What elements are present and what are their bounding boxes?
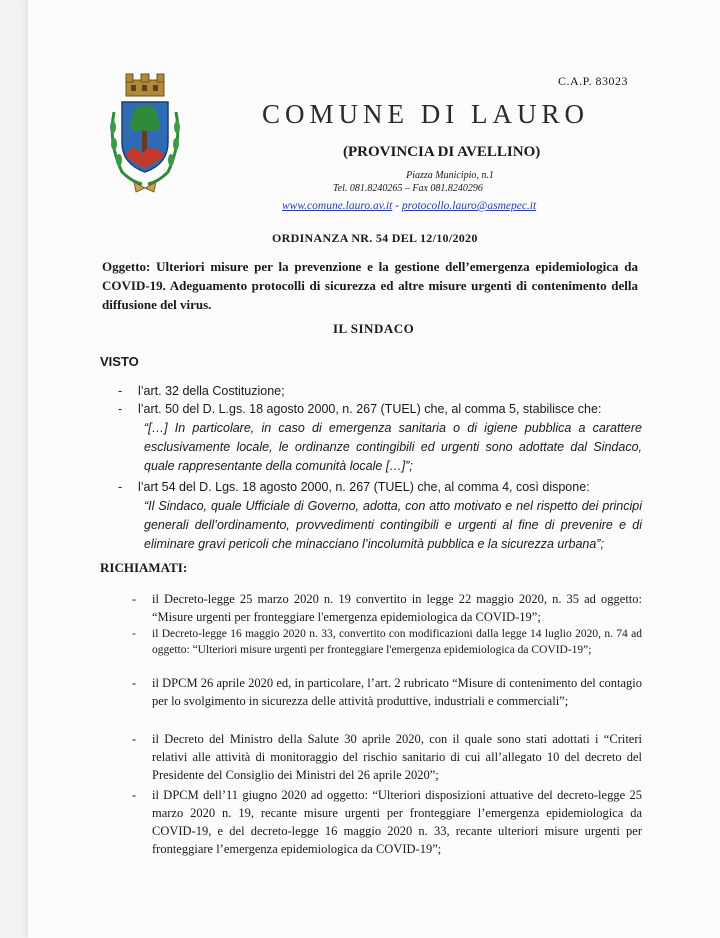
visto-item-text: l’art. 32 della Costituzione; xyxy=(138,384,285,398)
richiamati-item-text: il DPCM dell’11 giugno 2020 ad oggetto: “Ulteriori disposizioni attuative del decreto-legge 25 marzo 2020 n. 19, recante misure urgenti per fronteggiare l’emergenza epidemiologica da COVID-19, e del decreto-legge 16 maggio 2020 n. 33, recante ulteriori misure urgenti per fronteggiare l’emergenza epidemiologica da COVID-19”; xyxy=(152,788,642,856)
richiamati-item-text: il Decreto-legge 25 marzo 2020 n. 19 convertito in legge 22 maggio 2020, n. 35 ad oggetto: “Misure urgenti per fronteggiare l'emergenza epidemiologica da COVID-19”; xyxy=(152,592,642,624)
visto-heading: VISTO xyxy=(100,354,139,369)
visto-item-quote: “[…] In particolare, in caso di emergenza sanitaria o di igiene pubblica a carattere esclusivamente locale, le ordinanze contingibili ed urgenti sono adottate dal Sindaco, quale rappresentante della comunità locale […]”; xyxy=(144,421,642,473)
address-line: Piazza Municipio, n.1 xyxy=(406,170,494,181)
richiamati-item xyxy=(132,590,642,626)
bullet-dash: - xyxy=(132,592,137,606)
richiamati-item-text: il Decreto-legge 16 maggio 2020 n. 33, convertito con modificazioni dalla legge 14 luglio 2020, n. 74 ad oggetto: “Ulteriori misure urgenti per fronteggiare l'emergenza epidemiologica da COVID-19”; xyxy=(152,628,642,656)
richiamati-item xyxy=(132,674,642,710)
pec-email-link[interactable]: protocollo.lauro@asmepec.it xyxy=(401,200,537,212)
subject-paragraph: Oggetto: Ulteriori misure per la prevenzione e la gestione dell’emergenza epidemiologica da COVID-19. Adeguamento protocolli di sicurezza ed altre misure urgenti di contenimento della diffusione del virus. xyxy=(102,259,638,312)
visto-item xyxy=(118,400,642,476)
visto-item xyxy=(118,478,642,554)
mayor-heading: IL SINDACO xyxy=(333,321,415,336)
coat-of-arms-icon xyxy=(104,72,186,198)
bullet-dash: - xyxy=(132,788,137,802)
bullet-dash: - xyxy=(118,384,123,398)
visto-item-text: l’art. 50 del D. L.gs. 18 agosto 2000, n. 267 (TUEL) che, al comma 5, stabilisce che: xyxy=(138,402,602,416)
richiamati-item-text: il Decreto del Ministro della Salute 30 aprile 2020, con il quale sono stati adottati i “Criteri relativi alle attività di monitoraggio del rischio sanitario di cui all’allegato 10 del decreto del Presidente del Consiglio dei Ministri del 26 aprile 2020”; xyxy=(152,732,642,782)
bullet-dash: - xyxy=(132,732,137,746)
website-link[interactable]: www.comune.lauro.av.it xyxy=(282,200,393,212)
bullet-dash: - xyxy=(132,676,137,690)
visto-item-quote: “Il Sindaco, quale Ufficiale di Governo, adotta, con atto motivato e nel rispetto dei principi generali dell’ordinamento, provvedimenti contingibili e urgenti al fine di prevenire e di eliminare gravi pericoli che minacciano l’incolumità pubblica e la sicurezza urbana”; xyxy=(144,499,642,551)
link-separator: - xyxy=(392,200,402,212)
contact-links xyxy=(282,200,536,212)
richiamati-item xyxy=(132,730,642,784)
richiamati-item xyxy=(132,626,642,658)
bullet-dash: - xyxy=(118,402,123,416)
bullet-dash: - xyxy=(118,480,123,494)
municipality-title: COMUNE DI LAURO xyxy=(262,99,589,129)
richiamati-item xyxy=(132,786,642,858)
postal-code: C.A.P. 83023 xyxy=(558,74,629,88)
richiamati-item-text: il DPCM 26 aprile 2020 ed, in particolare, l’art. 2 rubricato “Misure di contenimento del contagio per lo svolgimento in sicurezza delle attività produttive, industriali e commerciali”; xyxy=(152,676,642,708)
phone-fax-line: Tel. 081.8240265 – Fax 081.8240296 xyxy=(333,183,483,194)
richiamati-heading: RICHIAMATI: xyxy=(100,560,188,575)
visto-item-text: l’art 54 del D. Lgs. 18 agosto 2000, n. 267 (TUEL) che, al comma 4, così dispone: xyxy=(138,480,590,494)
province-name: (PROVINCIA DI AVELLINO) xyxy=(343,144,541,160)
ordinance-number: ORDINANZA NR. 54 DEL 12/10/2020 xyxy=(272,231,478,245)
bullet-dash: - xyxy=(132,628,136,640)
visto-item xyxy=(118,382,642,401)
